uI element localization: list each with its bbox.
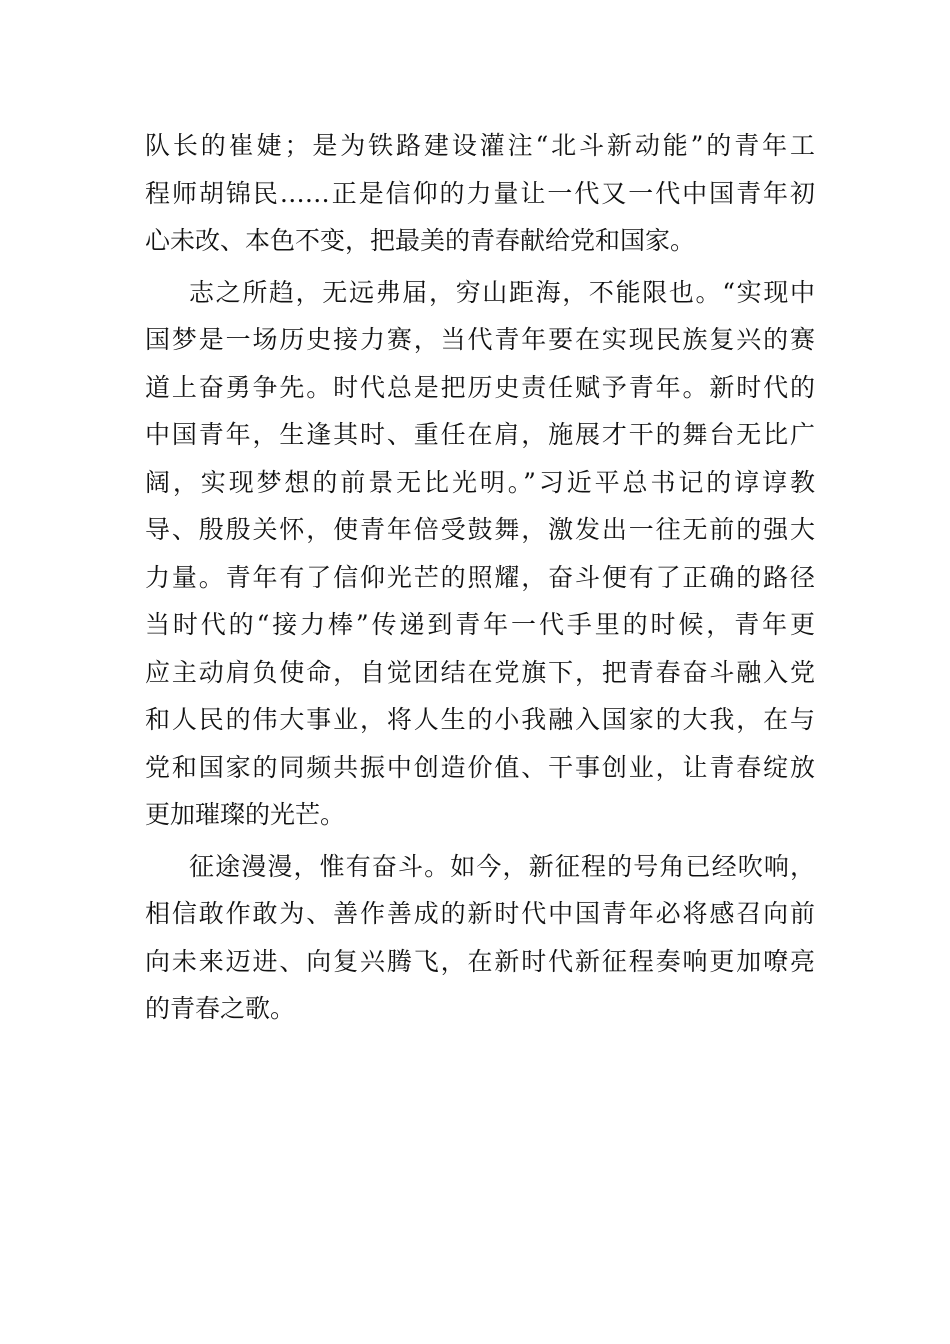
text-line: 国梦是一场历史接力赛，当代青年要在实现民族复兴的赛 [145, 325, 815, 354]
text-line: 和人民的伟大事业，将人生的小我融入国家的大我，在与 [145, 705, 815, 734]
body-text [145, 122, 815, 1033]
paragraph [145, 122, 815, 265]
text-line: 阔，实现梦想的前景无比光明。”习近平总书记的谆谆教 [145, 467, 815, 497]
paragraph [145, 269, 815, 839]
paragraph [145, 843, 815, 1033]
text-line: 志之所趋，无远弗届，穷山距海，不能限也。“实现中 [189, 277, 815, 307]
text-line: 的青春之歌。 [145, 994, 296, 1023]
text-line: 中国青年，生逢其时、重任在肩，施展才干的舞台无比广 [145, 420, 815, 449]
text-line: 党和国家的同频共振中创造价值、干事创业，让青春绽放 [145, 752, 815, 782]
text-line: 更加璀璨的光芒。 [145, 800, 346, 829]
text-line: 力量。青年有了信仰光芒的照耀，奋斗便有了正确的路径 [145, 562, 815, 592]
text-line: 相信敢作敢为、善作善成的新时代中国青年必将感召向前 [145, 899, 815, 928]
text-line: 当时代的“接力棒”传递到青年一代手里的时候，青年更 [145, 610, 815, 639]
text-line: 导、殷殷关怀，使青年倍受鼓舞，激发出一往无前的强大 [145, 515, 815, 544]
text-line: 征途漫漫，惟有奋斗。如今，新征程的号角已经吹响， [189, 851, 815, 881]
text-line: 程师胡锦民……正是信仰的力量让一代又一代中国青年初 [145, 178, 815, 208]
text-line: 应主动肩负使命，自觉团结在党旗下，把青春奋斗融入党 [145, 657, 815, 687]
text-line: 心未改、本色不变，把最美的青春献给党和国家。 [145, 226, 696, 255]
text-line: 向未来迈进、向复兴腾飞，在新时代新征程奏响更加嘹亮 [145, 946, 815, 976]
text-line: 队长的崔婕；是为铁路建设灌注“北斗新动能”的青年工 [145, 131, 815, 160]
text-line: 道上奋勇争先。时代总是把历史责任赋予青年。新时代的 [145, 372, 815, 402]
